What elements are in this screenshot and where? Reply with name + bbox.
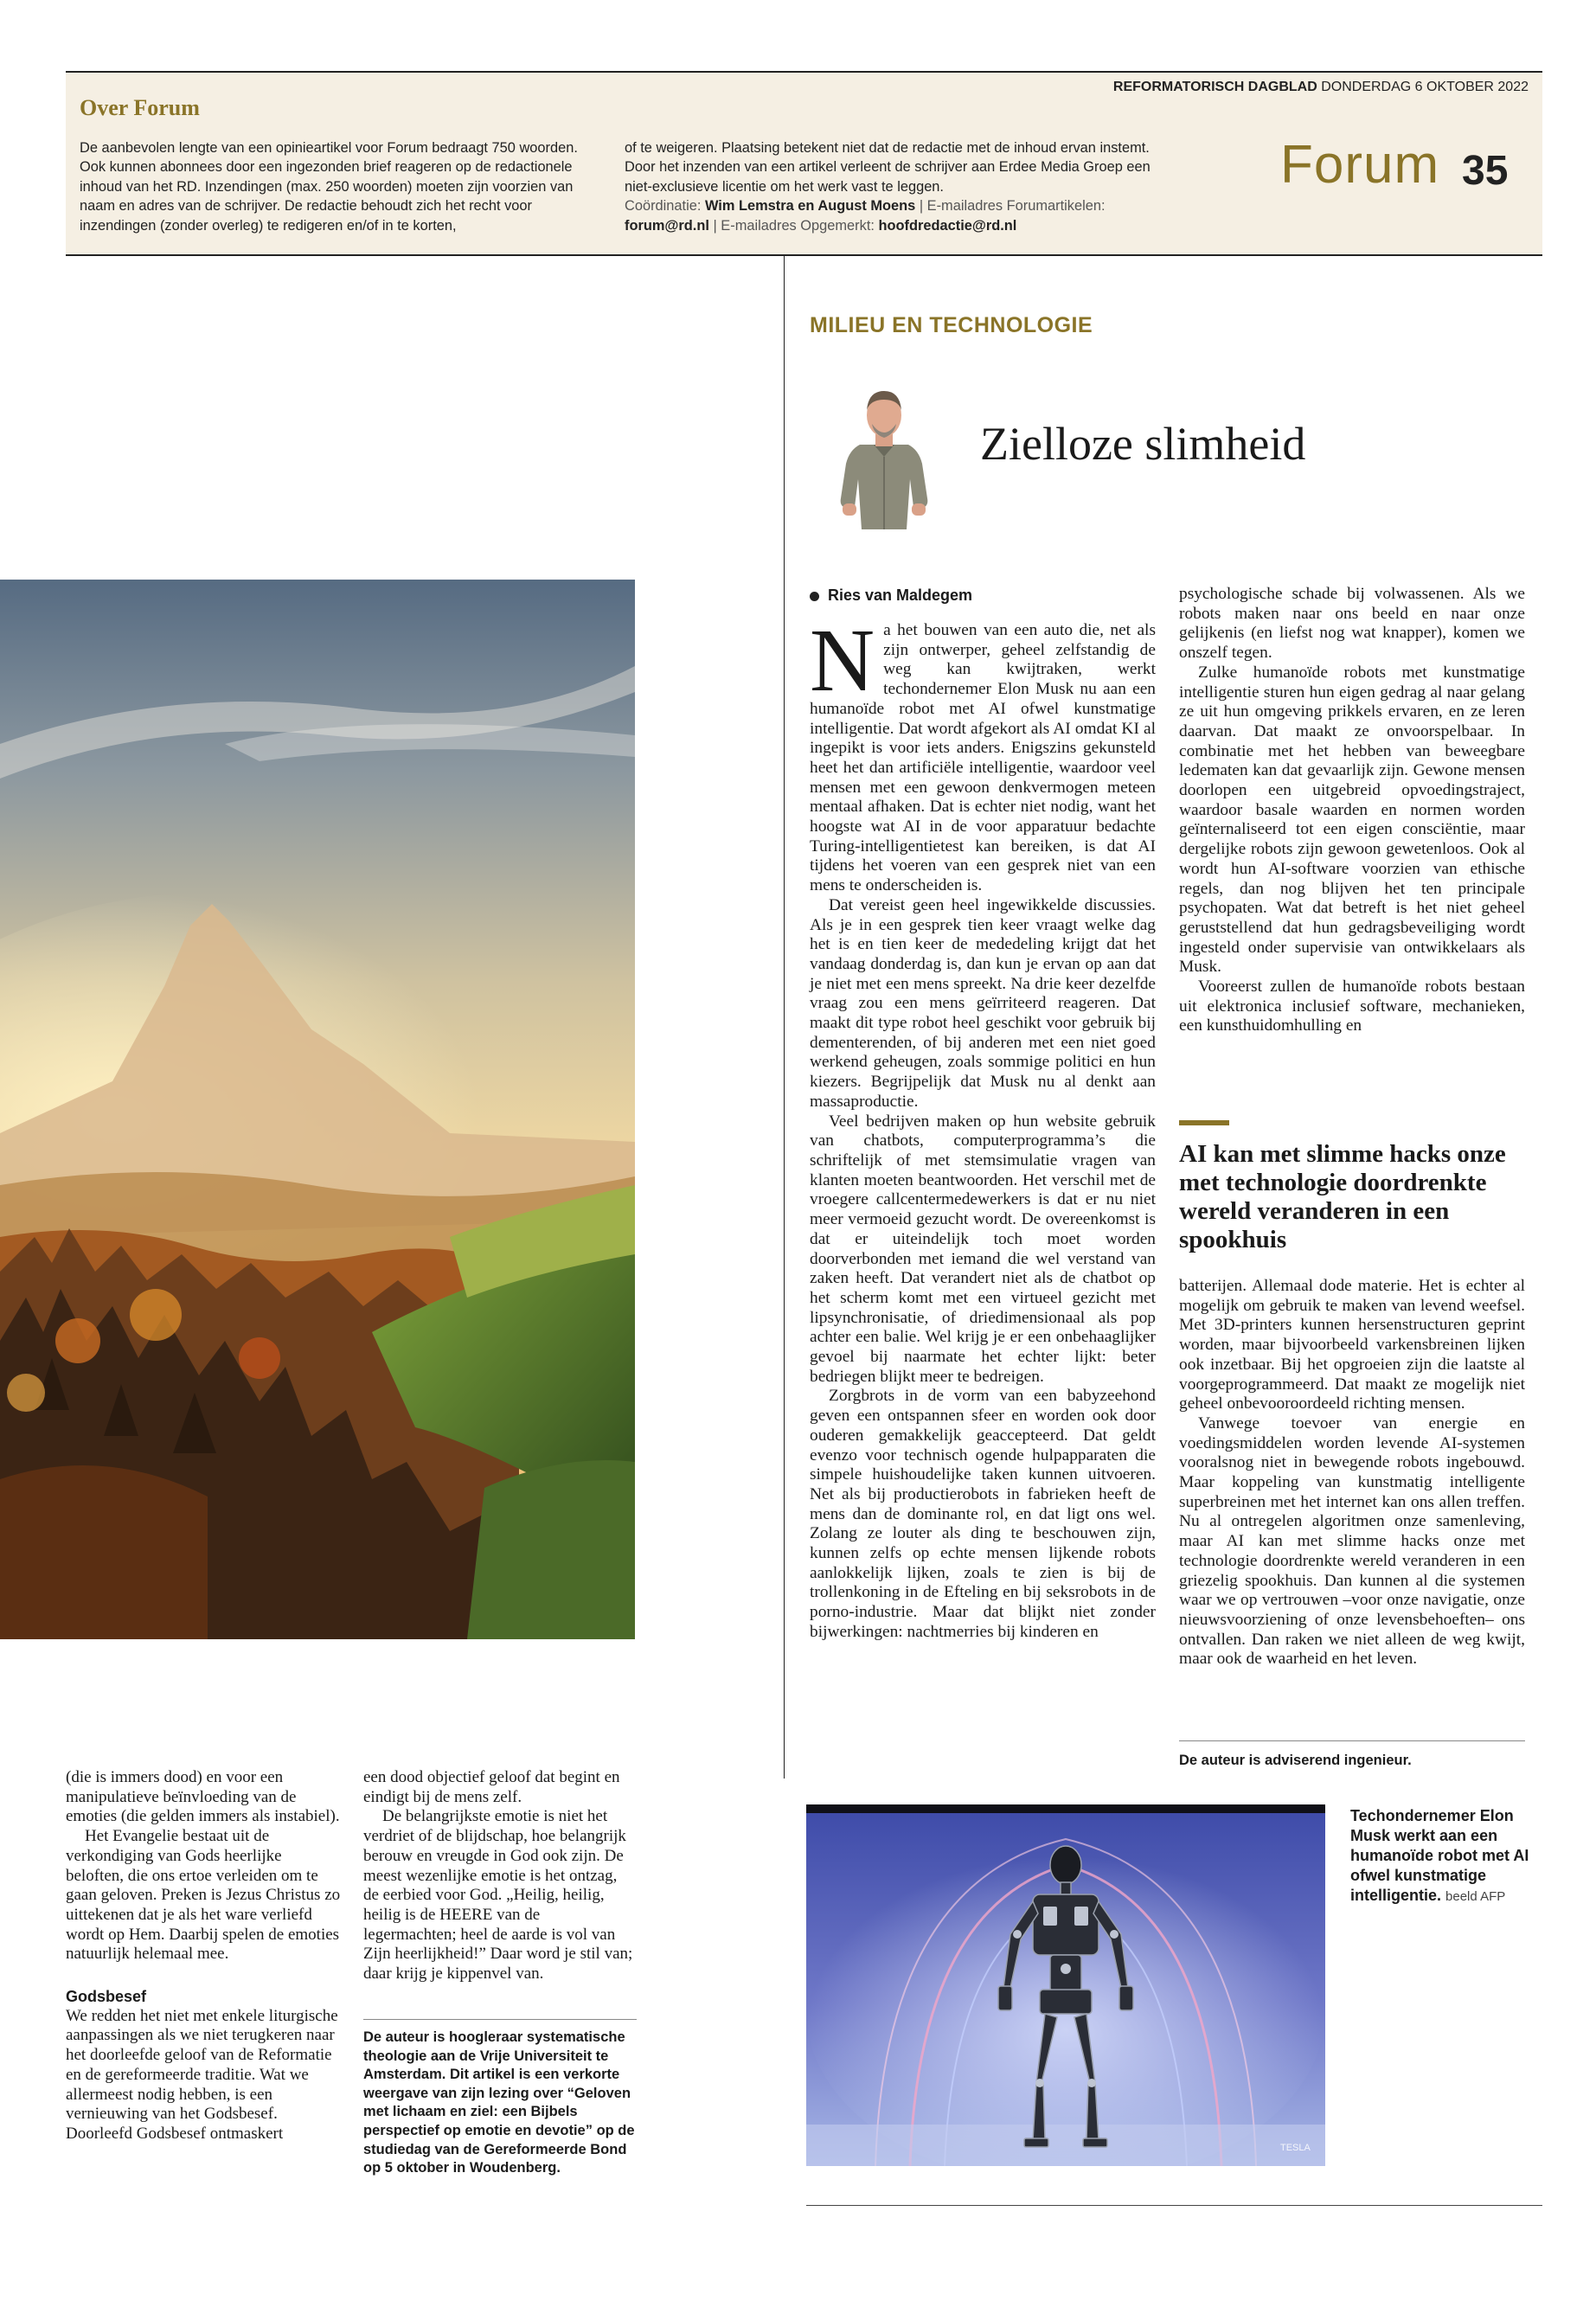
page-section-name: Forum [1280, 135, 1440, 195]
coordination-label: Coördinatie: [625, 198, 702, 215]
newspaper-name: REFORMATORISCH DAGBLAD [1112, 80, 1317, 94]
author-note-rule [1179, 1740, 1525, 1741]
forum-info-col2 [625, 138, 1161, 235]
left-article-column-1 [66, 1768, 341, 2144]
left-author-note: De auteur is hoogleraar systematische theologie aan de Vrije Universiteit te Amsterdam. Dit artikel is een verkorte weergave van zijn lezing over “Geloven met lichaam en ziel: een Bijbels perspectief op emotie en devotie” op de studiedag van de Gereformeerde Bond op 5 oktober in Woudenberg. [363, 2029, 635, 2176]
article-paragraph: a het bouwen van een auto die, net als zijn ontwerper, geheel zelfstandig de weg kan kwijtraken, werkt techondernemer Elon Musk nu aan een humanoïde robot met AI ofwel kunstmatige intelligentie. Dat wordt afgekort als AI omdat KI al ingepikt is voor iets anders. Enigszins gekunsteld heet het dan artificiële intelligentie, waardoor veel mensen met een gewoon denkvermogen meteen mentaal afhaken. Dat is echter niet nodig, want het hoogste wat AI in de voor apparatuur bedachte Turing-intelligentietest kan bereiken, is dat AI tijdens het voeren van een gesprek niet van een mens te onderscheiden is. [810, 621, 1156, 895]
byline-bullet [810, 592, 819, 601]
email-forum-label: | E-mailadres Forumartikelen: [919, 198, 1106, 215]
left-paragraph: (die is immers dood) en voor een manipulatieve beïnvloeding van de emoties (die gelden immers als instabiel). [66, 1768, 340, 1826]
email-opgemerkt-link[interactable]: hoofdredactie@rd.nl [878, 217, 1017, 234]
page-number: 35 [1462, 148, 1509, 194]
article-paragraph: Zulke humanoïde robots met kunstmatige intelligentie sturen hun eigen gedrag al naar gelang ze uit hun omgeving prikkels ervaren, en ze leren daarvan. Dat maakt ze onvoorspelbaar. In combinatie met het hebben van beweegbare ledematen kan dat gevaarlijk zijn. Gewone mensen doorlopen een uitgebreid opvoedingstraject, waardoor basale waarden en normen worden geïnternaliseerd tot een eigen consciëntie, maar dergelijke robots zijn gewoon gewetenloos. Ook al wordt hun AI-software voorzien van ethische regels, dan nog blijven het ten principale psychopaten. Wat dat betreft is het niet geheel geruststellend dat hun gedragsbeveiliging wordt ingesteld onder supervisie van ontwikkelaars als Musk. [1179, 663, 1525, 977]
left-paragraph: Het Evangelie bestaat uit de verkondiging van Gods heerlijke beloften, die ons ertoe verleiden om te gaan geloven. Preken is Jezus Christus zo uittekenen dat je als het ware verliefd wordt op Hem. Daarbij spelen de emoties natuurlijk helemaal mee. [66, 1827, 341, 1964]
forum-info-title: Over Forum [80, 95, 200, 120]
left-paragraph: We redden het niet met enkele liturgische aanpassingen als we niet terugkeren naar het doorleefde geloof van de Reformatie en de gereformeerde traditie. Wat we allermeest nodig hebben, is een vernieuwing van het Godsbesef. Doorleefd Godsbesef ontmaskert [66, 2006, 338, 2143]
photo-caption-text: Techondernemer Elon Musk werkt aan een humanoïde robot met AI ofwel kunstmatige intelligentie. [1350, 1807, 1529, 1904]
issue-date: DONDERDAG 6 OKTOBER 2022 [1321, 80, 1529, 94]
article-paragraph: Veel bedrijven maken op hun website gebruik van chatbots, computerprogramma’s die schriftelijk of met stemsimulatie vragen van klanten moeten beantwoorden. Het verschil met de vroegere callcentermedewerkers is dat er nu niet meer vermoeid gezucht wordt. De overeenkomst is dat er uiteindelijk toch moet worden doorverbonden met iemand die wel verstand van zaken heeft. Dat verandert niet als de chatbot op het scherm komt met een virtueel gezicht met lipsynchronisatie, of driedimensionaal als pop achter een balie. Wel krijg je er een onbehaaglijker gevoel bij naarmate het echter lijkt: beter bedriegen blijkt meer te bedreigen. [810, 1112, 1156, 1386]
left-paragraph: De belangrijkste emotie is niet het verdriet of de blijdschap, hoe belangrijk berouw en vreugde in God ook zijn. De meest wezenlijke emotie is het ontzag, de eerbied voor God. „Heilig, heilig, heilig is de HEERE van de legermachten; heel de aarde is vol van Zijn heerlijkheid!” Daar word je stil van; daar krijg je kippenvel van. [363, 1807, 633, 1984]
author-note: De auteur is adviserend ingenieur. [1179, 1753, 1412, 1768]
photo-caption [1350, 1806, 1542, 1907]
coordination-names: Wim Lemstra en August Moens [704, 198, 916, 215]
article-byline [810, 586, 972, 605]
pull-quote: AI kan met slimme hacks onze met technologie doordrenkte wereld veranderen in een spookhuis [1179, 1140, 1506, 1253]
article-column-2-bottom [1179, 1277, 1525, 1670]
article-paragraph: Vanwege toevoer van energie en voedingsmiddelen worden levende AI-systemen vooralsnog niet in bewegende robots ingebouwd. Maar koppeling van kunstmatig intelligente superbreinen met het internet kan ons allen treffen. Nu al ontregelen algoritmen onze samenleving, maar AI kan met slimme hacks onze met technologie doordrenkte wereld veranderen in een griezelig spookhuis. Dan kunnen al die systemen waar we op vertrouwen –voor onze navigatie, onze nieuwsvoorziening of onze levensbehoeften– ons ontvallen. Dan raken we niet alleen de weg kwijt, maar ook de waarheid en het leven. [1179, 1413, 1525, 1669]
article-kicker: MILIEU EN TECHNOLOGIE [810, 313, 1093, 337]
page-bottom-rule [806, 2205, 1542, 2206]
author-name: Ries van Maldegem [828, 586, 973, 604]
photo-credit: beeld AFP [1445, 1889, 1506, 1904]
newspaper-dateline [1113, 80, 1529, 95]
mountain-landscape-photo [0, 580, 635, 1639]
forum-info-col1 [80, 138, 604, 235]
pull-quote-bar [1179, 1120, 1229, 1125]
humanoid-robot-photo [806, 1804, 1325, 2166]
forum-info-col1-text: De aanbevolen lengte van een opinieartikel voor Forum bedraagt 750 woorden. Ook kunnen abonnees door een ingezonden brief reageren op de redactionele inhoud van het RD. Inzendingen (max. 250 woorden) moeten zijn voorzien van naam en adres van de schrijver. De redactie behoudt zich het recht voor inzendingen (zonder overleg) te redigeren en/of in te korten, [80, 140, 578, 234]
email-opgemerkt-label: | E-mailadres Opgemerkt: [713, 217, 875, 234]
forum-info-col2-text: of te weigeren. Plaatsing betekent niet dat de redactie met de inhoud ervan instemt. Door het inzenden van een artikel verleent de schrijver aan Erdee Media Groep een niet-exclusieve licentie om het werk vast te leggen. [625, 140, 1151, 195]
header-bottom-rule [66, 254, 1542, 256]
article-column-2-top [1179, 585, 1525, 1036]
author-portrait [824, 377, 945, 529]
article-paragraph: Zorgbrots in de vorm van een babyzeehond geven een ontspannen sfeer en worden ook door ouderen gemakkelijk geaccepteerd. Dat geldt evenzo voor technisch ogende hulpapparaten die simpele huishoudelijke taken kunnen uitvoeren. Net als bij productierobots in fabrieken heeft de mens dan de dominante rol, en dat ligt ons wel. Zolang ze louter als ding te beschouwen zijn, kunnen zelfs op echte mensen lijkende robots aanlokkelijk lijken, zoals te zien is bij de trollenkoning in de Efteling en bij seksrobots in de porno-industrie. Maar dat blijkt niet zonder bijwerkingen: nachtmerries bij kinderen en [810, 1387, 1156, 1641]
left-article-column-2 [363, 1768, 637, 1984]
left-author-note-rule [363, 2019, 637, 2020]
article-paragraph: batterijen. Allemaal dode materie. Het is echter al mogelijk om gebruik te maken van levend weefsel. Met 3D-printers kunnen hersenstructuren geprint worden, maar bijvoorbeeld varkensbreinen lijken ook inzetbaar. Bij het opgroeien zijn die laatste al voorgeprogrammeerd. Dat maakt ze mogelijk niet geheel onbevooroordeeld richting mensen. [1179, 1277, 1525, 1413]
article-headline: Zielloze slimheid [980, 418, 1306, 470]
article-paragraph: psychologische schade bij volwassenen. Als we robots maken naar ons beeld en naar onze gelijkenis (en liefst nog wat knapper), komen we onszelf tegen. [1179, 585, 1525, 663]
left-paragraph: een dood objectief geloof dat begint en eindigt bij de mens zelf. [363, 1768, 620, 1806]
article-paragraph: Vooreerst zullen de humanoïde robots bestaan uit elektronica inclusief software, mechanieken, een kunsthuidomhulling en [1179, 977, 1525, 1035]
photo-overlay-label: TESLA [1280, 2143, 1311, 2153]
column-divider [784, 256, 785, 1779]
email-forum-link[interactable]: forum@rd.nl [625, 217, 709, 234]
article-column-1 [810, 611, 1156, 1643]
drop-cap: N [810, 611, 875, 710]
article-paragraph: Dat vereist geen heel ingewikkelde discussies. Als je in een gesprek tien keer vraagt welke dag het is en tien keer de mededeling krijgt dat het vandaag donderdag is, dan kun je ervan op aan dat je niet met een mens spreekt. Na drie keer dezelfde vraag zou een mens geïrriteerd reageren. Dat maakt dit type robot heel geschikt voor gebruik bij dementerenden, of bij anderen met een niet goed werkend geheugen, zoals sommige politici en hun kiezers. Begrijpelijk dat Musk nu al denkt aan massaproductie. [810, 895, 1156, 1111]
left-subhead: Godsbesef [66, 1988, 147, 2006]
